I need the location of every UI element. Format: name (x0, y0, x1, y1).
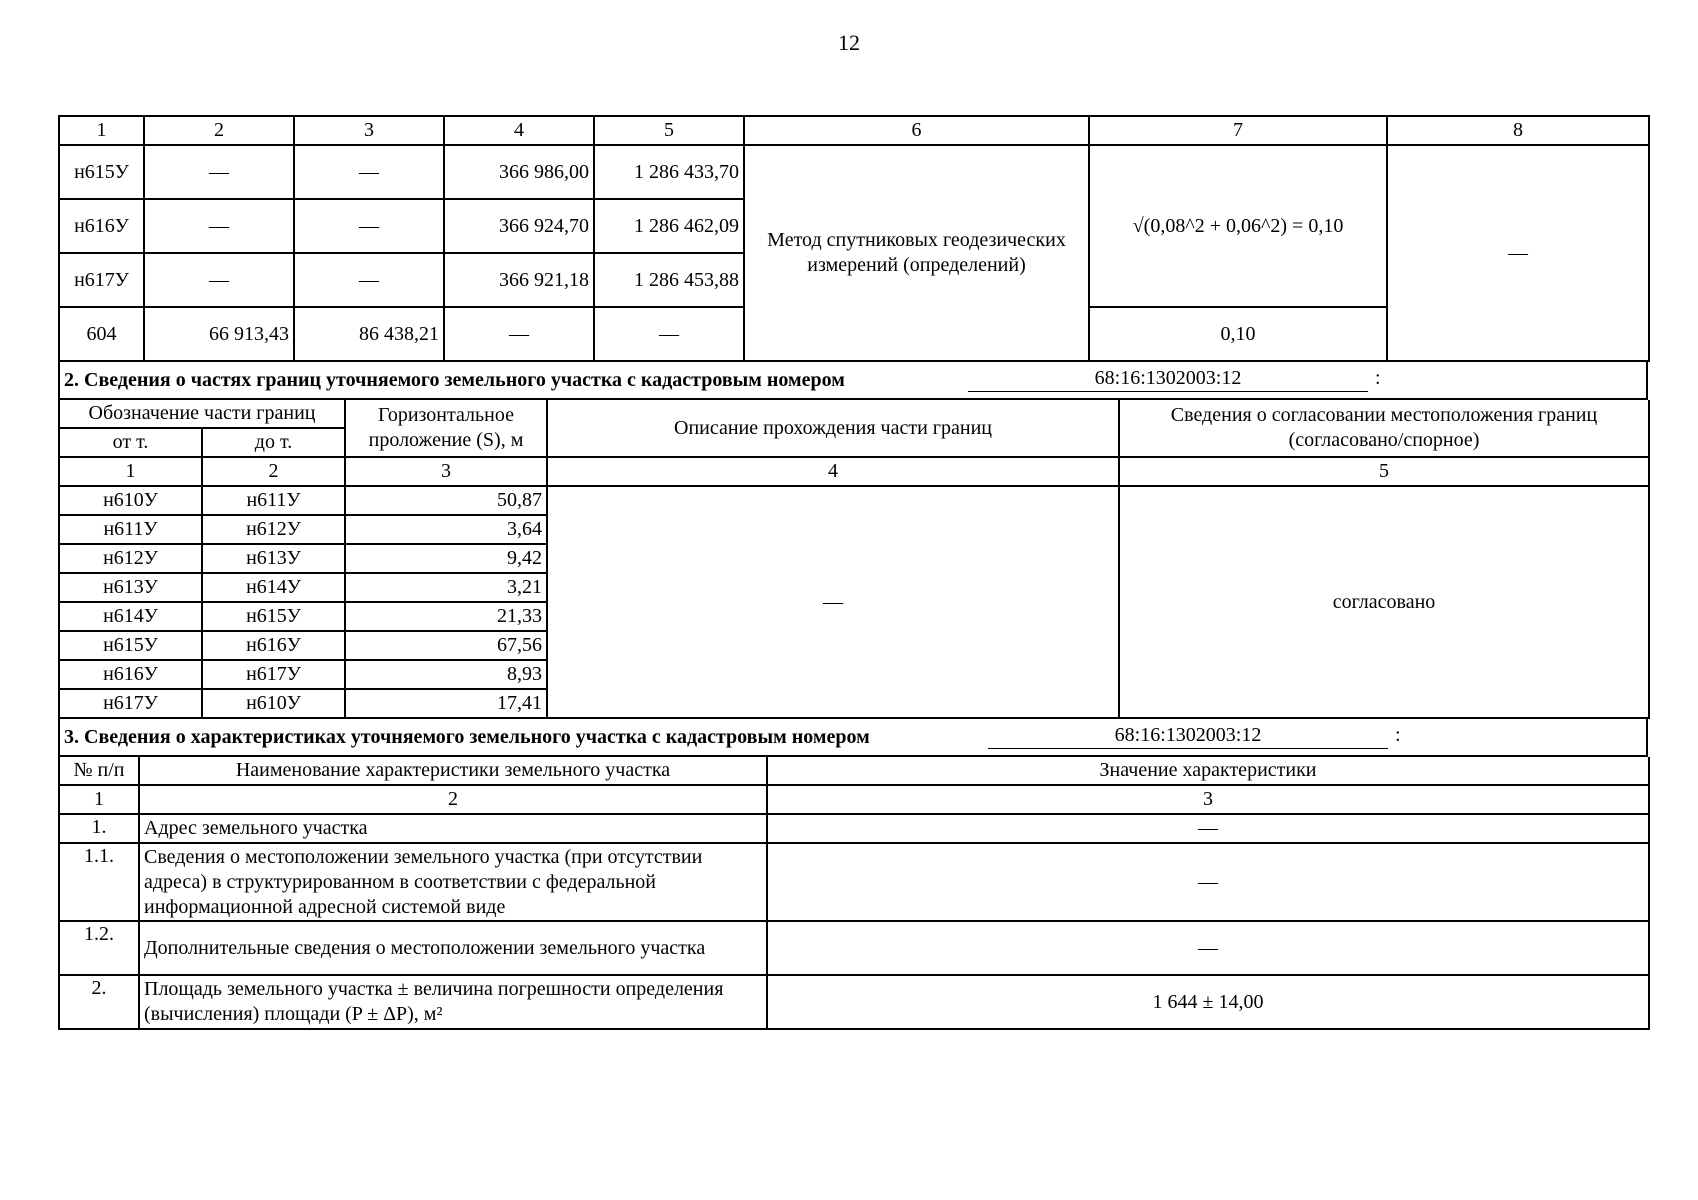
length-value: 67,56 (345, 631, 547, 660)
column-number: 8 (1387, 116, 1649, 145)
y-new: — (594, 307, 744, 361)
accuracy-604: 0,10 (1089, 307, 1387, 361)
column-number: 2 (144, 116, 294, 145)
y-old: — (294, 199, 444, 253)
to-point: н613У (202, 544, 345, 573)
column-number: 6 (744, 116, 1089, 145)
characteristic-name: Адрес земельного участка (139, 814, 767, 843)
table-row (59, 814, 1649, 843)
table-row (59, 921, 1649, 975)
column-8-value: — (1387, 145, 1649, 361)
to-point: н617У (202, 660, 345, 689)
x-new: — (444, 307, 594, 361)
characteristic-name: Дополнительные сведения о местоположении земельного участка (139, 921, 767, 975)
row-number: 1. (59, 814, 139, 843)
characteristic-name: Площадь земельного участка ± величина погрешности определения (вычисления) площади (P ± ΔP), м² (139, 975, 767, 1029)
from-point: н616У (59, 660, 202, 689)
table-row (59, 145, 1649, 199)
from-point: н612У (59, 544, 202, 573)
column-number: 3 (767, 785, 1649, 814)
column-number: 4 (444, 116, 594, 145)
from-point: н610У (59, 486, 202, 515)
agreement-value: согласовано (1119, 486, 1649, 718)
row-number: 1.1. (59, 843, 139, 921)
border-parts-numbers-row (59, 457, 1649, 486)
characteristic-value: — (767, 921, 1649, 975)
length-value: 8,93 (345, 660, 547, 689)
coordinates-table (58, 115, 1650, 362)
column-number: 3 (294, 116, 444, 145)
to-header: до т. (202, 428, 345, 457)
coordinates-header-row (59, 116, 1649, 145)
y-new: 1 286 462,09 (594, 199, 744, 253)
length-value: 21,33 (345, 602, 547, 631)
from-point: н615У (59, 631, 202, 660)
border-parts-header-row (59, 400, 1649, 428)
point-name: 604 (59, 307, 144, 361)
page-number: 12 (838, 30, 860, 55)
from-point: н611У (59, 515, 202, 544)
length-value: 3,21 (345, 573, 547, 602)
y-new: 1 286 453,88 (594, 253, 744, 307)
row-number: 1.2. (59, 921, 139, 975)
characteristic-value: — (767, 814, 1649, 843)
characteristic-name: Сведения о местоположении земельного участка (при отсутствии адреса) в структурированном в соответствии с федеральной информационной адресной системой виде (139, 843, 767, 921)
value-header: Значение характеристики (767, 757, 1649, 785)
section-3-title-cell (59, 719, 1647, 756)
column-number: 4 (547, 457, 1119, 486)
y-old: — (294, 145, 444, 199)
table-row (59, 975, 1649, 1029)
from-header: от т. (59, 428, 202, 457)
column-number: 1 (59, 457, 202, 486)
length-value: 9,42 (345, 544, 547, 573)
column-number: 2 (139, 785, 767, 814)
x-new: 366 921,18 (444, 253, 594, 307)
point-name: н617У (59, 253, 144, 307)
section-2-title-cell (59, 362, 1647, 399)
to-point: н615У (202, 602, 345, 631)
x-old: — (144, 145, 294, 199)
y-new: 1 286 433,70 (594, 145, 744, 199)
characteristic-value: — (767, 843, 1649, 921)
designation-header: Обозначение части границ (59, 400, 345, 428)
length-header: Горизонтальное проложение (S), м (345, 400, 547, 457)
characteristic-value: 1 644 ± 14,00 (767, 975, 1649, 1029)
column-number: 3 (345, 457, 547, 486)
length-value: 17,41 (345, 689, 547, 718)
section-3-cadastral-number: 68:16:1302003:12 (988, 722, 1388, 749)
x-old: — (144, 199, 294, 253)
y-old: — (294, 253, 444, 307)
x-new: 366 924,70 (444, 199, 594, 253)
point-name: н616У (59, 199, 144, 253)
characteristics-table (58, 757, 1650, 1030)
x-new: 366 986,00 (444, 145, 594, 199)
name-header: Наименование характеристики земельного участка (139, 757, 767, 785)
x-old: — (144, 253, 294, 307)
description-value: — (547, 486, 1119, 718)
from-point: н614У (59, 602, 202, 631)
table-row (59, 486, 1649, 515)
from-point: н613У (59, 573, 202, 602)
column-number: 1 (59, 116, 144, 145)
section-2-title-table (58, 362, 1648, 400)
to-point: н611У (202, 486, 345, 515)
length-value: 3,64 (345, 515, 547, 544)
section-2-cadastral-number: 68:16:1302003:12 (968, 365, 1368, 392)
characteristics-header-row (59, 757, 1649, 785)
accuracy-formula: √(0,08^2 + 0,06^2) = 0,10 (1089, 145, 1387, 307)
row-number: 2. (59, 975, 139, 1029)
column-number: 5 (594, 116, 744, 145)
point-name: н615У (59, 145, 144, 199)
column-number: 5 (1119, 457, 1649, 486)
column-number: 7 (1089, 116, 1387, 145)
section-2-title: 2. Сведения о частях границ уточняемого земельного участка с кадастровым номером (64, 368, 845, 391)
to-point: н616У (202, 631, 345, 660)
section-3-colon: : (1395, 724, 1401, 746)
column-number: 1 (59, 785, 139, 814)
length-value: 50,87 (345, 486, 547, 515)
to-point: н610У (202, 689, 345, 718)
column-number: 2 (202, 457, 345, 486)
method-cell: Метод спутниковых геодезических измерений (определений) (744, 145, 1089, 361)
section-3-title: 3. Сведения о характеристиках уточняемого земельного участка с кадастровым номером (64, 725, 870, 748)
document-body (58, 115, 1648, 1030)
to-point: н614У (202, 573, 345, 602)
x-old: 66 913,43 (144, 307, 294, 361)
from-point: н617У (59, 689, 202, 718)
section-2-colon: : (1375, 367, 1381, 389)
y-old: 86 438,21 (294, 307, 444, 361)
to-point: н612У (202, 515, 345, 544)
characteristics-numbers-row (59, 785, 1649, 814)
agreement-header: Сведения о согласовании местоположения границ (согласовано/спорное) (1119, 400, 1649, 457)
border-parts-table (58, 400, 1650, 719)
table-row (59, 843, 1649, 921)
section-3-title-table (58, 719, 1648, 757)
description-header: Описание прохождения части границ (547, 400, 1119, 457)
num-header: № п/п (59, 757, 139, 785)
